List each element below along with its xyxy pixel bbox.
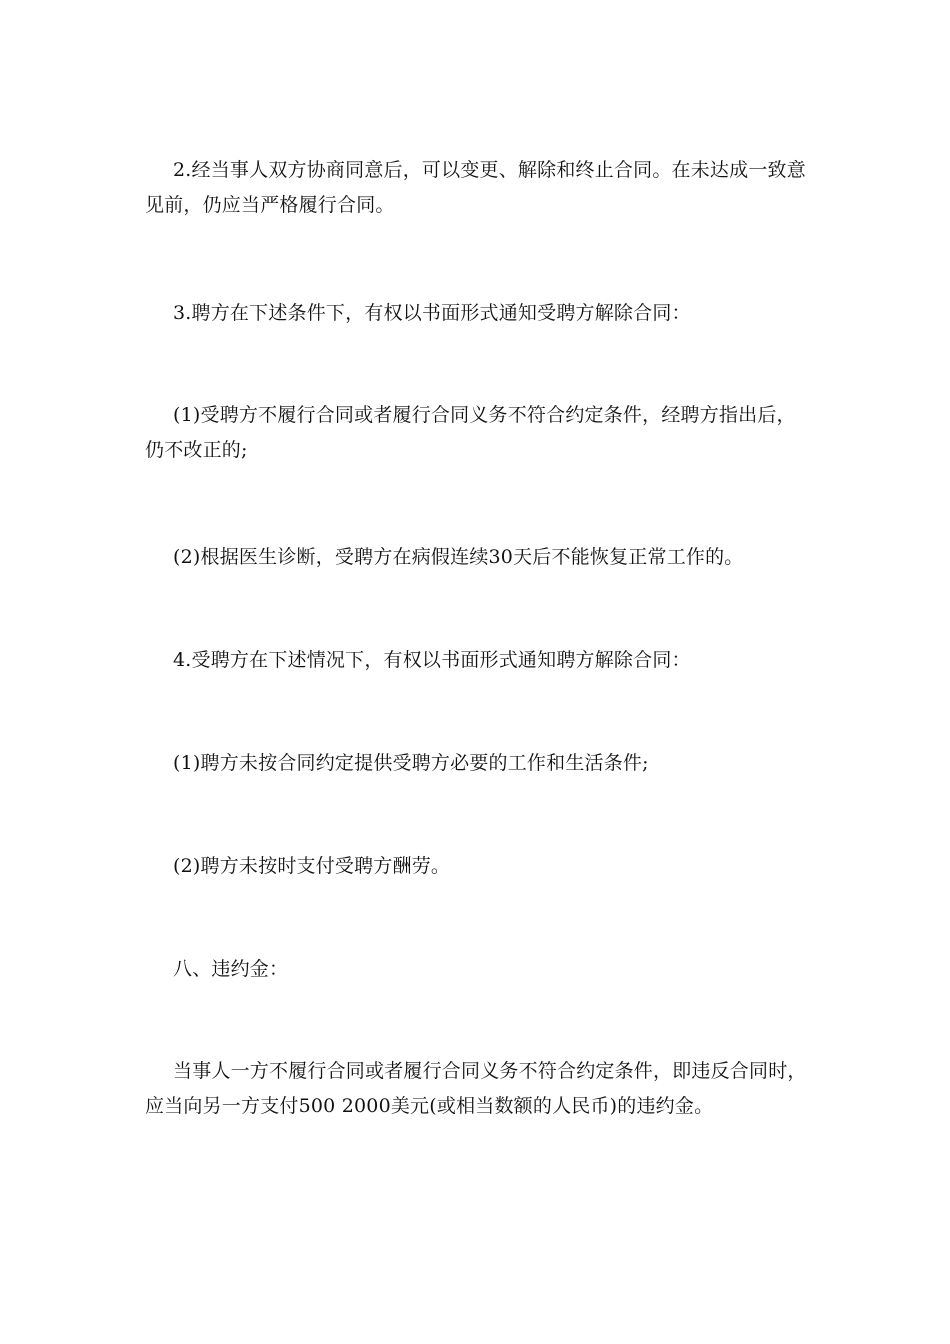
paragraph-line: 应当向另一方支付500 2000美元(或相当数额的人民币)的违约金。 bbox=[145, 1095, 714, 1117]
section-heading-penalty bbox=[145, 952, 810, 987]
paragraph-clause-7-4 bbox=[145, 643, 810, 678]
paragraph-clause-7-4-1 bbox=[145, 746, 810, 781]
paragraph-line: (1)聘方未按合同约定提供受聘方必要的工作和生活条件; bbox=[173, 752, 649, 774]
paragraph-line: 见前，仍应当严格履行合同。 bbox=[145, 194, 395, 216]
paragraph-line: 3.聘方在下述条件下，有权以书面形式通知受聘方解除合同： bbox=[173, 302, 691, 324]
paragraph-penalty-body bbox=[145, 1054, 810, 1124]
paragraph-clause-7-3 bbox=[145, 296, 810, 331]
paragraph-line: 2.经当事人双方协商同意后，可以变更、解除和终止合同。在未达成一致意 bbox=[173, 159, 806, 181]
paragraph-line: (1)受聘方不履行合同或者履行合同义务不符合约定条件，经聘方指出后， bbox=[173, 404, 796, 426]
paragraph-line: (2)根据医生诊断，受聘方在病假连续30天后不能恢复正常工作的。 bbox=[173, 546, 744, 568]
paragraph-clause-7-2 bbox=[145, 153, 810, 223]
paragraph-line: 八、违约金： bbox=[173, 958, 289, 980]
paragraph-clause-7-3-2 bbox=[145, 540, 810, 575]
paragraph-line: 仍不改正的; bbox=[145, 439, 248, 461]
paragraph-clause-7-4-2 bbox=[145, 849, 810, 884]
paragraph-line: 当事人一方不履行合同或者履行合同义务不符合约定条件，即违反合同时， bbox=[173, 1060, 807, 1082]
paragraph-line: (2)聘方未按时支付受聘方酬劳。 bbox=[173, 855, 451, 877]
paragraph-line: 4.受聘方在下述情况下，有权以书面形式通知聘方解除合同： bbox=[173, 649, 691, 671]
paragraph-clause-7-3-1 bbox=[145, 398, 810, 468]
